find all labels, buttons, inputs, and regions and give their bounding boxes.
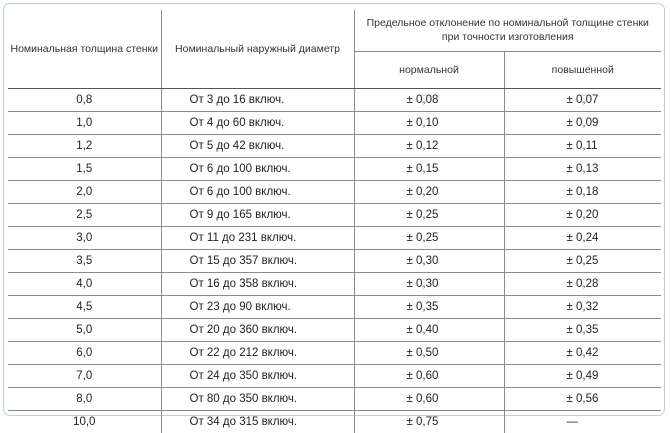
- table-row: [8, 319, 661, 342]
- header-diameter: Номинальный наружный диаметр: [161, 10, 354, 89]
- table-row: [8, 365, 661, 388]
- increased-deviation-cell: ± 0,13: [504, 158, 661, 181]
- normal-deviation-cell: ± 0,50: [354, 342, 504, 365]
- table-row: [8, 342, 661, 365]
- normal-deviation-cell: ± 0,60: [354, 388, 504, 411]
- tolerance-table: [8, 10, 661, 433]
- table-row: [8, 158, 661, 181]
- thickness-cell: 7,0: [8, 365, 161, 388]
- increased-deviation-cell: ± 0,28: [504, 273, 661, 296]
- increased-deviation-cell: ± 0,42: [504, 342, 661, 365]
- thickness-cell: 3,0: [8, 227, 161, 250]
- table-row: [8, 135, 661, 158]
- diameter-cell: От 24 до 350 включ.: [161, 365, 354, 388]
- normal-deviation-cell: ± 0,75: [354, 411, 504, 433]
- normal-deviation-cell: ± 0,15: [354, 158, 504, 181]
- thickness-cell: 5,0: [8, 319, 161, 342]
- increased-deviation-cell: —: [504, 411, 661, 433]
- thickness-cell: 4,5: [8, 296, 161, 319]
- diameter-cell: От 15 до 357 включ.: [161, 250, 354, 273]
- diameter-cell: От 11 до 231 включ.: [161, 227, 354, 250]
- table-row: [8, 296, 661, 319]
- table-row: [8, 250, 661, 273]
- normal-deviation-cell: ± 0,30: [354, 250, 504, 273]
- diameter-cell: От 80 до 350 включ.: [161, 388, 354, 411]
- diameter-cell: От 3 до 16 включ.: [161, 89, 354, 112]
- thickness-cell: 8,0: [8, 388, 161, 411]
- normal-deviation-cell: ± 0,12: [354, 135, 504, 158]
- diameter-cell: От 4 до 60 включ.: [161, 112, 354, 135]
- increased-deviation-cell: ± 0,56: [504, 388, 661, 411]
- normal-deviation-cell: ± 0,08: [354, 89, 504, 112]
- diameter-cell: От 34 до 315 включ.: [161, 411, 354, 433]
- diameter-cell: От 22 до 212 включ.: [161, 342, 354, 365]
- normal-deviation-cell: ± 0,30: [354, 273, 504, 296]
- increased-deviation-cell: ± 0,35: [504, 319, 661, 342]
- normal-deviation-cell: ± 0,35: [354, 296, 504, 319]
- normal-deviation-cell: ± 0,20: [354, 181, 504, 204]
- thickness-cell: 10,0: [8, 411, 161, 433]
- increased-deviation-cell: ± 0,49: [504, 365, 661, 388]
- thickness-cell: 1,5: [8, 158, 161, 181]
- table-row: [8, 388, 661, 411]
- table-row: [8, 204, 661, 227]
- increased-deviation-cell: ± 0,32: [504, 296, 661, 319]
- thickness-cell: 2,5: [8, 204, 161, 227]
- normal-deviation-cell: ± 0,10: [354, 112, 504, 135]
- table-row: [8, 181, 661, 204]
- increased-deviation-cell: ± 0,25: [504, 250, 661, 273]
- diameter-cell: От 6 до 100 включ.: [161, 181, 354, 204]
- table-row: [8, 89, 661, 112]
- table-row: [8, 112, 661, 135]
- increased-deviation-cell: ± 0,11: [504, 135, 661, 158]
- header-normal: нормальной: [354, 51, 504, 88]
- normal-deviation-cell: ± 0,25: [354, 227, 504, 250]
- diameter-cell: От 5 до 42 включ.: [161, 135, 354, 158]
- table-row: [8, 273, 661, 296]
- thickness-cell: 1,0: [8, 112, 161, 135]
- header-row-top: [8, 10, 661, 51]
- table-row: [8, 227, 661, 250]
- increased-deviation-cell: ± 0,09: [504, 112, 661, 135]
- thickness-cell: 4,0: [8, 273, 161, 296]
- increased-deviation-cell: ± 0,07: [504, 89, 661, 112]
- table-frame: [3, 3, 665, 416]
- normal-deviation-cell: ± 0,60: [354, 365, 504, 388]
- diameter-cell: От 23 до 90 включ.: [161, 296, 354, 319]
- thickness-cell: 1,2: [8, 135, 161, 158]
- thickness-cell: 3,5: [8, 250, 161, 273]
- diameter-cell: От 6 до 100 включ.: [161, 158, 354, 181]
- increased-deviation-cell: ± 0,24: [504, 227, 661, 250]
- table-row: [8, 411, 661, 433]
- table-body: [8, 89, 661, 433]
- header-thickness: Номинальная толщина стенки: [8, 10, 161, 89]
- thickness-cell: 0,8: [8, 89, 161, 112]
- thickness-cell: 6,0: [8, 342, 161, 365]
- normal-deviation-cell: ± 0,40: [354, 319, 504, 342]
- diameter-cell: От 9 до 165 включ.: [161, 204, 354, 227]
- increased-deviation-cell: ± 0,18: [504, 181, 661, 204]
- increased-deviation-cell: ± 0,20: [504, 204, 661, 227]
- normal-deviation-cell: ± 0,25: [354, 204, 504, 227]
- thickness-cell: 2,0: [8, 181, 161, 204]
- diameter-cell: От 16 до 358 включ.: [161, 273, 354, 296]
- header-increased: повышенной: [504, 51, 661, 88]
- header-deviation: Предельное отклонение по номинальной толщине стенки при точности изготовления: [354, 10, 661, 51]
- diameter-cell: От 20 до 360 включ.: [161, 319, 354, 342]
